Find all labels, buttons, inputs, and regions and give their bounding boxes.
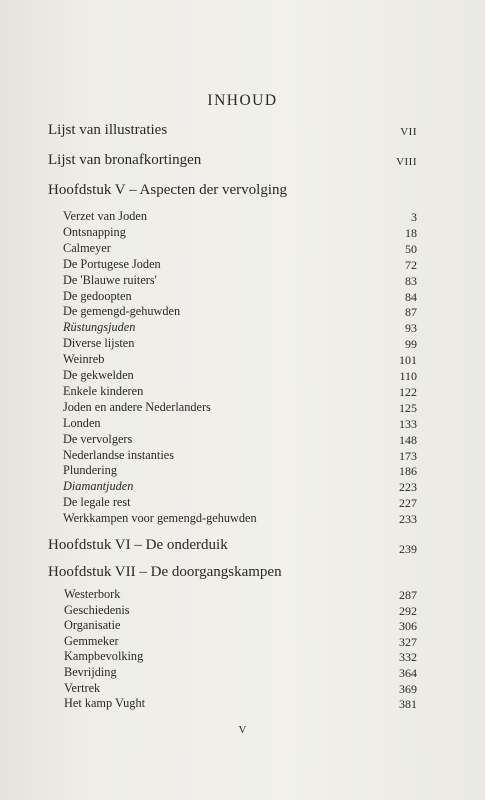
toc-title: INHOUD: [207, 92, 278, 109]
toc-subentry-label: Londen: [63, 415, 101, 430]
toc-subentry-page: 148: [399, 432, 417, 447]
toc-subentry-label: Calmeyer: [63, 240, 111, 255]
chapter-vi-page: 239: [399, 542, 417, 556]
toc-subentry-page: 233: [399, 512, 417, 527]
toc-subentry-label: Geschiedenis: [64, 602, 130, 617]
toc-page-abbreviations: VIII: [396, 156, 417, 168]
toc-subentry-page: 110: [399, 369, 417, 383]
toc-subentry-page: 18: [405, 225, 417, 240]
toc-subentry-page: 292: [399, 603, 417, 618]
toc-subentry-page: 3: [411, 210, 417, 224]
toc-subentry-page: 186: [399, 464, 417, 479]
toc-subentry-page: 72: [405, 257, 417, 272]
toc-subentry-label: De Portugese Joden: [63, 256, 161, 271]
toc-subentry-label: Verzet van Joden: [63, 209, 147, 223]
toc-subentry-label: Werkkampen voor gemengd-gehuwden: [63, 511, 257, 526]
toc-subentry-label: Het kamp Vught: [64, 696, 146, 711]
chapter-heading-vii: Hoofdstuk VII – De doorgangskampen: [48, 564, 282, 580]
toc-subentry-page: 50: [405, 241, 417, 256]
toc-subentry-label: Bevrijding: [64, 665, 117, 679]
toc-subentry-label: De gekwelden: [63, 368, 134, 382]
toc-subentry-page: 93: [405, 321, 417, 336]
toc-subentry-page: 223: [399, 480, 417, 495]
toc-subentry-label: Joden en andere Nederlanders: [63, 399, 211, 414]
toc-subentry-label: Nederlandse instanties: [63, 447, 174, 462]
toc-subentry-label: Diverse lijsten: [63, 336, 135, 351]
toc-entry-abbreviations: Lijst van bronafkortingen: [48, 152, 202, 168]
toc-subentry-page: 364: [399, 666, 417, 680]
toc-subentry-label: Ontsnapping: [63, 224, 126, 239]
toc-subentry-label: De gemengd-gehuwden: [63, 304, 181, 319]
toc-subentry-page: 327: [399, 634, 417, 649]
toc-subentry-page: 101: [399, 353, 417, 368]
toc-subentry-label: Enkele kinderen: [63, 383, 144, 398]
toc-subentry-page: 287: [399, 588, 417, 602]
toc-subentry-label: Rüstungsjuden: [63, 320, 136, 335]
toc-subentry-label: Westerbork: [64, 587, 121, 601]
toc-subentry-label: Plundering: [63, 463, 117, 478]
toc-subentry-label: Kampbevolking: [64, 649, 144, 664]
toc-subentry-page: 381: [399, 697, 417, 712]
toc-subentry-page: 99: [405, 337, 417, 352]
toc-subentry-label: De legale rest: [63, 495, 131, 510]
toc-subentry-page: 84: [405, 289, 417, 304]
toc-subentry-label: Weinreb: [63, 352, 105, 367]
toc-subentry-label: De gedoopten: [63, 288, 132, 303]
toc-subentry-label: Gemmeker: [64, 633, 119, 648]
page-folio: V: [238, 724, 247, 736]
toc-subentry-label: De 'Blauwe ruiters': [63, 272, 157, 287]
toc-subentry-page: 133: [399, 416, 417, 431]
chapter-heading-v: Hoofdstuk V – Aspecten der vervolging: [48, 182, 287, 198]
toc-entry-illustrations: Lijst van illustraties: [48, 122, 168, 138]
toc-subentry-page: 369: [399, 681, 417, 696]
toc-subentry-page: 83: [405, 273, 417, 288]
toc-subentry-page: 227: [399, 496, 417, 511]
toc-subentry-label: De vervolgers: [63, 431, 133, 446]
toc-subentry-page: 306: [399, 619, 417, 634]
toc-subentry-page: 122: [399, 384, 417, 399]
toc-subentry-page: 125: [399, 400, 417, 415]
toc-subentry-page: 173: [399, 448, 417, 463]
chapter-heading-vi: Hoofdstuk VI – De onderduik: [48, 537, 228, 553]
toc-subentry-page: 87: [405, 305, 417, 320]
toc-subentry-label: Diamantjuden: [63, 479, 134, 494]
toc-subentry-page: 332: [399, 650, 417, 665]
toc-page-illustrations: VII: [400, 126, 417, 138]
toc-subentry-label: Organisatie: [64, 618, 121, 633]
toc-subentry-label: Vertrek: [64, 680, 101, 695]
